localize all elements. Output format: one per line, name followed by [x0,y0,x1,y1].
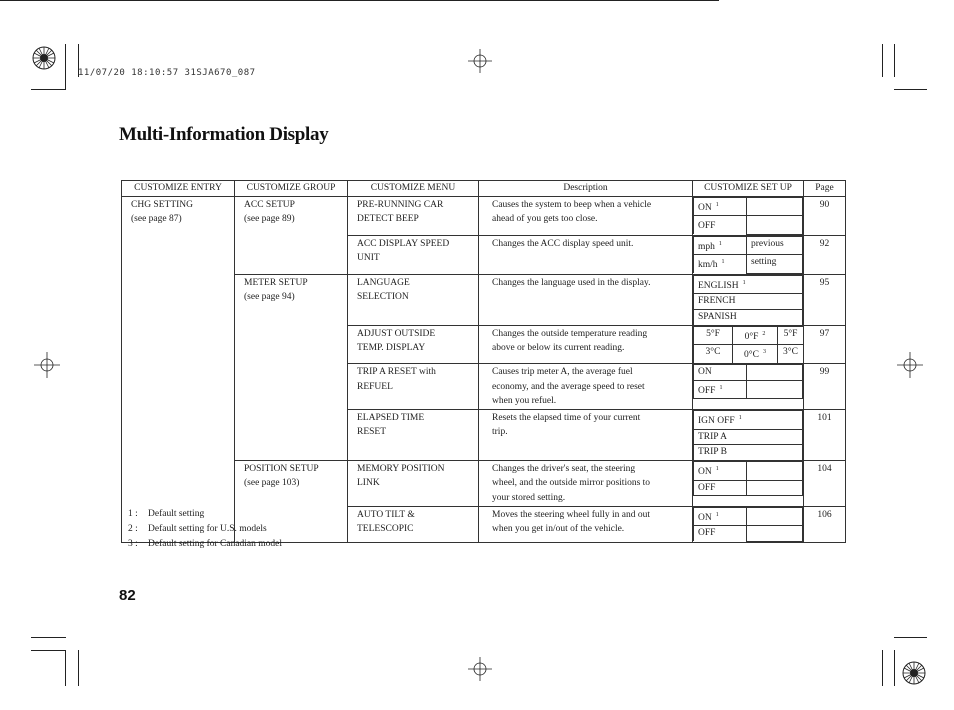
group-ref: (see page 103) [244,478,300,489]
crosshair-icon [897,352,923,378]
page-number: 82 [119,587,136,604]
setup-option: mph $^1$ [694,236,747,255]
group-name: POSITION SETUP [244,463,319,474]
setup-note: setting [747,255,803,273]
temp-option: 0°F $^2$ [733,326,778,345]
setup-option: ON $^1$ [694,461,747,480]
temp-option: 3°C [694,345,733,363]
footnotes [128,507,282,552]
page-ref: 104 [804,460,846,506]
page-ref: 95 [804,274,846,325]
header-customize-group: CUSTOMIZE GROUP [235,181,348,197]
registration-sunburst-icon [30,44,58,72]
menu-cell: ELAPSED TIME RESET [348,409,479,460]
description-cell: Changes the driver's seat, the steering wheel, and the outside mirror positions to your stored setting. [479,460,693,506]
menu-cell: AUTO TILT & TELESCOPIC [348,506,479,542]
page-ref: 101 [804,409,846,460]
crosshair-icon [468,657,492,681]
page-ref: 90 [804,196,846,235]
table-row [122,196,846,235]
page-ref: 99 [804,364,846,410]
group-cell [235,196,348,274]
setup-option: FRENCH [694,294,803,310]
footnote: 3 : Default setting for Canadian model [128,539,283,549]
setup-option: OFF [694,480,747,496]
menu-cell: ACC DISPLAY SPEED UNIT [348,235,479,274]
group-ref: (see page 94) [244,292,295,303]
setup-option: SPANISH [694,309,803,324]
setup-option: OFF [694,526,747,542]
temp-option: 5°F [778,326,804,345]
menu-cell: MEMORY POSITION LINK [348,460,479,506]
header-description: Description [479,181,693,197]
group-cell [235,274,348,460]
table-header-row [122,181,846,197]
setup-option: TRIP B [694,445,803,460]
footnote: 1 : Default setting [128,509,205,519]
setup-cell [693,460,804,506]
setup-option: ENGLISH $^1$ [694,275,803,294]
setup-option: OFF $^1$ [694,380,747,399]
footnote: 2 : Default setting for U.S. models [128,524,267,534]
setup-cell [693,235,804,274]
group-ref: (see page 89) [244,214,295,225]
entry-name: CHG SETTING [131,199,194,210]
setup-option: km/h $^1$ [694,255,747,273]
setup-option: ON $^1$ [694,197,747,216]
description-cell: Moves the steering wheel fully in and out when you get in/out of the vehicle. [479,506,693,542]
crosshair-icon [34,352,60,378]
entry-ref: (see page 87) [131,214,182,225]
temp-option: 3°C [778,345,804,363]
header-page: Page [804,181,846,197]
setup-option: OFF [694,216,747,234]
temp-option: 0°C $^3$ [733,345,778,363]
title-rule [0,0,719,1]
setup-cell [693,274,804,325]
registration-sunburst-icon [900,659,928,687]
header-customize-setup: CUSTOMIZE SET UP [693,181,804,197]
page-title: Multi-Information Display [119,124,329,145]
setup-cell [693,196,804,235]
description-cell: Causes trip meter A, the average fuel economy, and the average speed to reset when you refuel. [479,364,693,410]
header-customize-entry: CUSTOMIZE ENTRY [122,181,235,197]
menu-cell: TRIP A RESET with REFUEL [348,364,479,410]
setup-cell [693,325,804,364]
page-ref: 97 [804,325,846,364]
customize-table [121,180,846,543]
crosshair-icon [468,49,492,73]
group-name: ACC SETUP [244,199,295,210]
setup-cell [693,506,804,542]
description-cell: Resets the elapsed time of your current trip. [479,409,693,460]
menu-cell: PRE-RUNNING CAR DETECT BEEP [348,196,479,235]
description-cell: Changes the language used in the display. [479,274,693,325]
group-name: METER SETUP [244,277,308,288]
setup-option: ON $^1$ [694,507,747,526]
menu-cell: LANGUAGE SELECTION [348,274,479,325]
description-cell: Changes the outside temperature reading above or below its current reading. [479,325,693,364]
setup-option: TRIP A [694,429,803,445]
page-ref: 92 [804,235,846,274]
entry-cell [122,196,235,542]
temp-option: 5°F [694,326,733,345]
setup-cell [693,409,804,460]
print-stamp: 11/07/20 18:10:57 31SJA670_087 [78,68,256,78]
setup-note: previous [747,236,803,255]
description-cell: Changes the ACC display speed unit. [479,235,693,274]
header-customize-menu: CUSTOMIZE MENU [348,181,479,197]
setup-option: ON [694,365,747,381]
description-cell: Causes the system to beep when a vehicle ahead of you gets too close. [479,196,693,235]
setup-cell [693,364,804,410]
setup-option: IGN OFF $^1$ [694,410,803,429]
menu-cell: ADJUST OUTSIDE TEMP. DISPLAY [348,325,479,364]
page-ref: 106 [804,506,846,542]
